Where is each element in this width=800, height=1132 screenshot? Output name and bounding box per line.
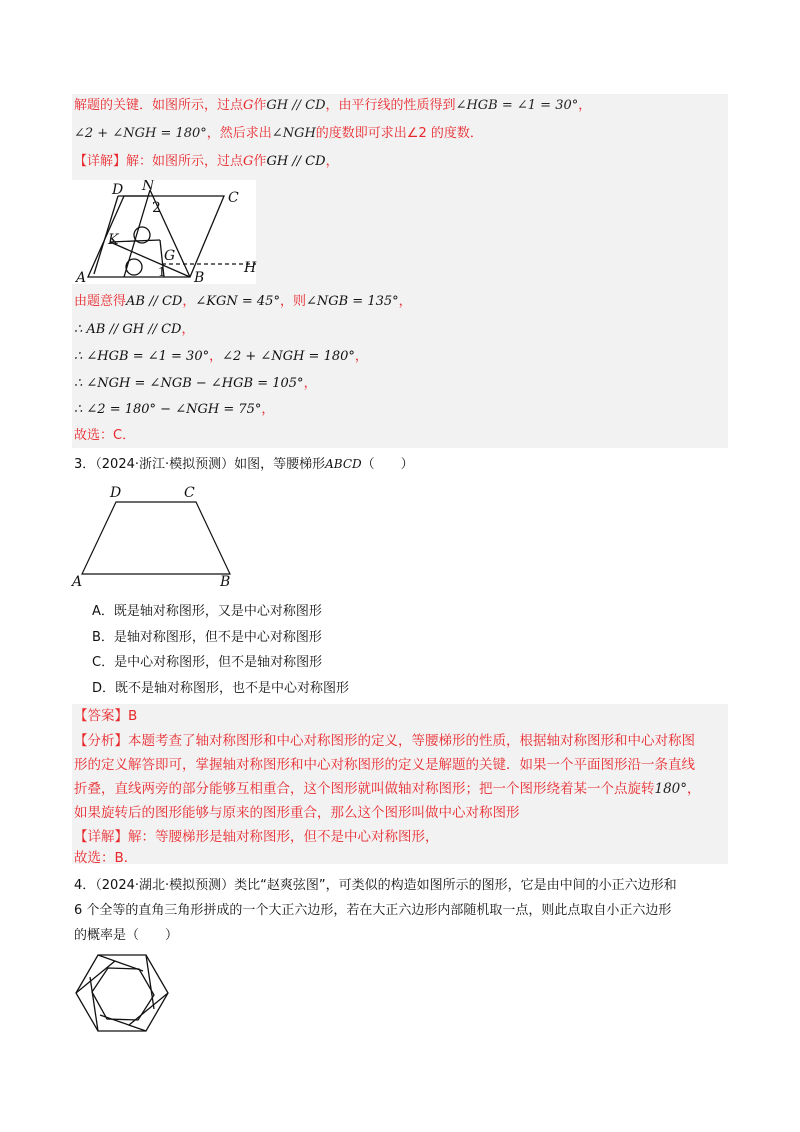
q4-line1: 4．（2024·湖北·模拟预测）类比“赵爽弦图”，可类似的构造如图所示的图形，它是由中间的小正六边形和 [74,878,677,893]
q3-analysis-line4: 如果旋转后的图形能够与原来的图形重合，那么这个图形叫做中心对称图形 [74,805,520,821]
sol2-step5 [74,400,274,420]
sol2-detail [74,152,339,172]
label-K: K [108,232,119,248]
analysis-tag: 【分析】 [74,733,128,749]
q4-line2: 6 个全等的直角三角形拼成的一个大正六边形，若在大正六边形内部随机取一点，则此点取自小正六边形 [74,903,672,918]
math: 180° [654,781,688,797]
q3-option-a[interactable]: A．既是轴对称图形，又是中心对称图形 [92,604,322,619]
label-B: B [194,270,205,284]
trapezoid-figure [70,482,240,590]
text: 作 [253,154,267,169]
detail-tag: 【详解】 [74,154,127,169]
text: ，则 [279,294,306,309]
q3-answer [74,706,137,726]
text: （ ） [361,457,414,472]
text: 的度数即可求出∠2 的度数． [315,126,483,141]
text: ， [181,322,195,337]
label-D: D [112,182,124,198]
text: 本题考查了轴对称图形和中心对称图形的定义，等腰梯形的性质，根据轴对称图形和中心对称图 [128,733,695,749]
trapezoid-shape [82,502,230,574]
label-1: 1 [158,265,166,279]
math: ∠KGN = 45° [195,294,280,309]
text: 解：如图所示，过点 [126,154,244,169]
math: ∴ ∠HGB = ∠1 = 30° [74,349,210,364]
edge [110,242,190,277]
text: 由题意得 [74,294,127,309]
math: ∴ ∠2 = 180° − ∠NGH = 75° [74,402,262,417]
text: 3．（2024·浙江·模拟预测）如图，等腰梯形 [74,457,326,472]
label-C: C [228,190,239,206]
label-A: A [76,270,87,284]
text: ，由平行线的性质得到 [325,98,456,113]
q3-analysis-line1 [74,731,695,751]
sol2-line2 [74,124,483,144]
sol2-step1 [74,292,412,312]
math: ∴ ∠NGH = ∠NGB − ∠HGB = 105° [74,376,304,391]
math: ∠NGB = 135° [305,294,399,309]
math: ABCD [325,457,362,471]
text: ，然后求出 [206,126,272,141]
math: ∴ AB // GH // CD [74,322,182,337]
sol2-answer: 故选：C． [74,428,136,443]
hexagon-figure [72,950,172,1036]
q3-option-c[interactable]: C．是中心对称图形，但不是轴对称图形 [92,655,323,670]
label-N: N [142,180,155,194]
parallelogram-figure [72,180,256,284]
edge [124,190,150,277]
sol2-line1 [74,96,591,116]
text: 折叠，直线两旁的部分能够互相重合，这个图形就叫做轴对称图形；把一个图形绕着某一个点旋转 [74,781,655,797]
sol2-step2 [74,320,195,340]
sol2-step3 [74,347,368,367]
circle [126,259,142,275]
label-H: H [244,260,257,276]
q3-option-d[interactable]: D．既不是轴对称图形，也不是中心对称图形 [92,681,350,696]
math: GH // CD [266,98,326,113]
text: ， [209,349,223,364]
label-D: D [110,485,122,501]
math: ∠2 + ∠NGH = 180° [74,126,207,141]
math: ∠2 + ∠NGH = 180° [222,349,355,364]
q3-final: 故选：B． [74,850,138,866]
label-A: A [72,574,83,590]
text: 作 [253,98,267,113]
text: 解：等腰梯形是轴对称图形，但不是中心对称图形， [128,829,439,845]
text: ， [261,402,275,417]
triangle-edge [76,961,115,993]
q3-analysis-line2: 形的定义解答即可，掌握轴对称图形和中心对称图形的定义是解题的关键．如果一个平面图形沿一条直线 [74,757,695,773]
answer-tag: 【答案】 [74,708,128,724]
label-2: 2 [152,200,161,216]
q3-analysis-line3 [74,779,701,799]
text: ， [578,98,592,113]
math: G [243,98,254,113]
math: ∠NGH [271,126,316,141]
text: 解题的关键．如图所示，过点 [74,98,244,113]
text: ， [182,294,196,309]
q3-option-b[interactable]: B．是轴对称图形，但不是中心对称图形 [92,630,322,645]
math: G [243,154,254,169]
text: ， [354,349,368,364]
label-G: G [164,248,176,264]
answer-value: B [128,708,138,724]
text: ， [303,376,317,391]
q4-line3: 的概率是（ ） [74,928,179,943]
detail-tag: 【详解】 [74,829,128,845]
text: ， [325,154,339,169]
trapezoid-diagram [70,482,240,590]
math: AB // CD [126,294,183,309]
parallelogram-diagram [72,180,262,284]
math: GH // CD [266,154,326,169]
q3-stem [74,452,414,477]
hexagon-diagram [72,950,172,1036]
q3-detail [74,827,439,847]
sol2-step4 [74,374,317,394]
math: ∠HGB = ∠1 = 30° [455,98,579,113]
label-B: B [220,574,231,590]
text: ， [398,294,412,309]
text: ， [687,781,701,797]
label-C: C [184,485,195,501]
